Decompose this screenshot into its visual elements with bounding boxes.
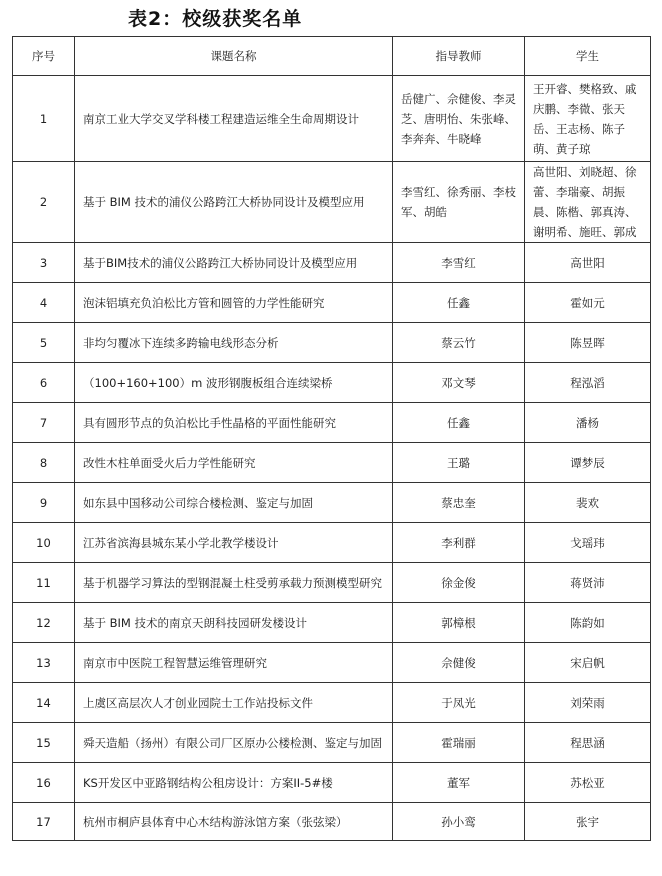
- student-cell: 高世阳、刘晓超、徐蕾、李瑞豪、胡振晨、陈楷、郭真涛、谢明希、施旺、郭成: [525, 162, 651, 243]
- table-body: [13, 76, 651, 841]
- student-cell: 戈瑶玮: [525, 523, 651, 563]
- header-advisor: 指导教师: [393, 37, 525, 76]
- header-topic: 课题名称: [75, 37, 393, 76]
- table-row: [13, 763, 651, 803]
- row-number: 8: [13, 443, 75, 483]
- table-row: [13, 76, 651, 162]
- table-row: [13, 643, 651, 683]
- table-row: [13, 483, 651, 523]
- topic-cell: 基于 BIM 技术的浦仪公路跨江大桥协同设计及模型应用: [75, 162, 393, 243]
- row-number: 15: [13, 723, 75, 763]
- topic-cell: 杭州市桐庐县体育中心木结构游泳馆方案（张弦梁）: [75, 803, 393, 841]
- advisor-cell: 佘健俊: [393, 643, 525, 683]
- student-cell: 陈昱晖: [525, 323, 651, 363]
- advisor-cell: 岳健广、佘健俊、李灵芝、唐明怡、朱张峰、李奔奔、牛晓峰: [393, 76, 525, 162]
- table-row: [13, 563, 651, 603]
- header-student: 学生: [525, 37, 651, 76]
- topic-cell: 基于机器学习算法的型钢混凝土柱受剪承载力预测模型研究: [75, 563, 393, 603]
- topic-cell: 舜天造船（扬州）有限公司厂区原办公楼检测、鉴定与加固: [75, 723, 393, 763]
- row-number: 11: [13, 563, 75, 603]
- student-cell: 高世阳: [525, 243, 651, 283]
- advisor-cell: 任鑫: [393, 403, 525, 443]
- row-number: 3: [13, 243, 75, 283]
- topic-cell: 非均匀覆冰下连续多跨输电线形态分析: [75, 323, 393, 363]
- table-row: [13, 283, 651, 323]
- advisor-cell: 蔡云竹: [393, 323, 525, 363]
- header-no: 序号: [13, 37, 75, 76]
- row-number: 14: [13, 683, 75, 723]
- student-cell: 苏松亚: [525, 763, 651, 803]
- student-cell: 潘杨: [525, 403, 651, 443]
- table-row: [13, 803, 651, 841]
- award-table: [12, 36, 651, 841]
- table-caption: 表2：校级获奖名单: [128, 8, 303, 30]
- student-cell: 王开睿、樊格致、戚庆鹏、李微、张天岳、王志杨、陈子萌、黄子琼: [525, 76, 651, 162]
- row-number: 6: [13, 363, 75, 403]
- student-cell: 程泓滔: [525, 363, 651, 403]
- topic-cell: 具有圆形节点的负泊松比手性晶格的平面性能研究: [75, 403, 393, 443]
- advisor-cell: 董军: [393, 763, 525, 803]
- row-number: 16: [13, 763, 75, 803]
- table-row: [13, 243, 651, 283]
- topic-cell: （100+160+100）m 波形钢腹板组合连续梁桥: [75, 363, 393, 403]
- table-row: [13, 723, 651, 763]
- row-number: 12: [13, 603, 75, 643]
- topic-cell: 基于 BIM 技术的南京天朗科技园研发楼设计: [75, 603, 393, 643]
- table-row: [13, 523, 651, 563]
- advisor-cell: 徐金俊: [393, 563, 525, 603]
- student-cell: 陈韵如: [525, 603, 651, 643]
- student-cell: 谭梦辰: [525, 443, 651, 483]
- row-number: 5: [13, 323, 75, 363]
- row-number: 7: [13, 403, 75, 443]
- advisor-cell: 蔡忠奎: [393, 483, 525, 523]
- advisor-cell: 孙小鸾: [393, 803, 525, 841]
- row-number: 17: [13, 803, 75, 841]
- row-number: 13: [13, 643, 75, 683]
- row-number: 10: [13, 523, 75, 563]
- table-row: [13, 403, 651, 443]
- table-row: [13, 363, 651, 403]
- row-number: 2: [13, 162, 75, 243]
- student-cell: 张宇: [525, 803, 651, 841]
- table-row: [13, 162, 651, 243]
- student-cell: 刘荣雨: [525, 683, 651, 723]
- topic-cell: 基于BIM技术的浦仪公路跨江大桥协同设计及模型应用: [75, 243, 393, 283]
- student-cell: 宋启帆: [525, 643, 651, 683]
- table-header-row: [13, 37, 651, 76]
- topic-cell: 改性木柱单面受火后力学性能研究: [75, 443, 393, 483]
- advisor-cell: 任鑫: [393, 283, 525, 323]
- advisor-cell: 李雪红、徐秀丽、李枝军、胡皓: [393, 162, 525, 243]
- advisor-cell: 李雪红: [393, 243, 525, 283]
- advisor-cell: 邓文琴: [393, 363, 525, 403]
- row-number: 4: [13, 283, 75, 323]
- topic-cell: 南京市中医院工程智慧运维管理研究: [75, 643, 393, 683]
- advisor-cell: 于凤光: [393, 683, 525, 723]
- topic-cell: 南京工业大学交叉学科楼工程建造运维全生命周期设计: [75, 76, 393, 162]
- row-number: 9: [13, 483, 75, 523]
- topic-cell: 如东县中国移动公司综合楼检测、鉴定与加固: [75, 483, 393, 523]
- table-row: [13, 323, 651, 363]
- table-row: [13, 443, 651, 483]
- advisor-cell: 王璐: [393, 443, 525, 483]
- advisor-cell: 郭樟根: [393, 603, 525, 643]
- topic-cell: KS开发区中亚路钢结构公租房设计：方案II-5#楼: [75, 763, 393, 803]
- topic-cell: 江苏省滨海县城东某小学北教学楼设计: [75, 523, 393, 563]
- student-cell: 裴欢: [525, 483, 651, 523]
- student-cell: 蒋贤沛: [525, 563, 651, 603]
- topic-cell: 上虞区高层次人才创业园院士工作站投标文件: [75, 683, 393, 723]
- table-row: [13, 603, 651, 643]
- student-cell: 程思涵: [525, 723, 651, 763]
- student-cell: 霍如元: [525, 283, 651, 323]
- advisor-cell: 李利群: [393, 523, 525, 563]
- topic-cell: 泡沫铝填充负泊松比方管和圆管的力学性能研究: [75, 283, 393, 323]
- table-row: [13, 683, 651, 723]
- row-number: 1: [13, 76, 75, 162]
- advisor-cell: 霍瑞丽: [393, 723, 525, 763]
